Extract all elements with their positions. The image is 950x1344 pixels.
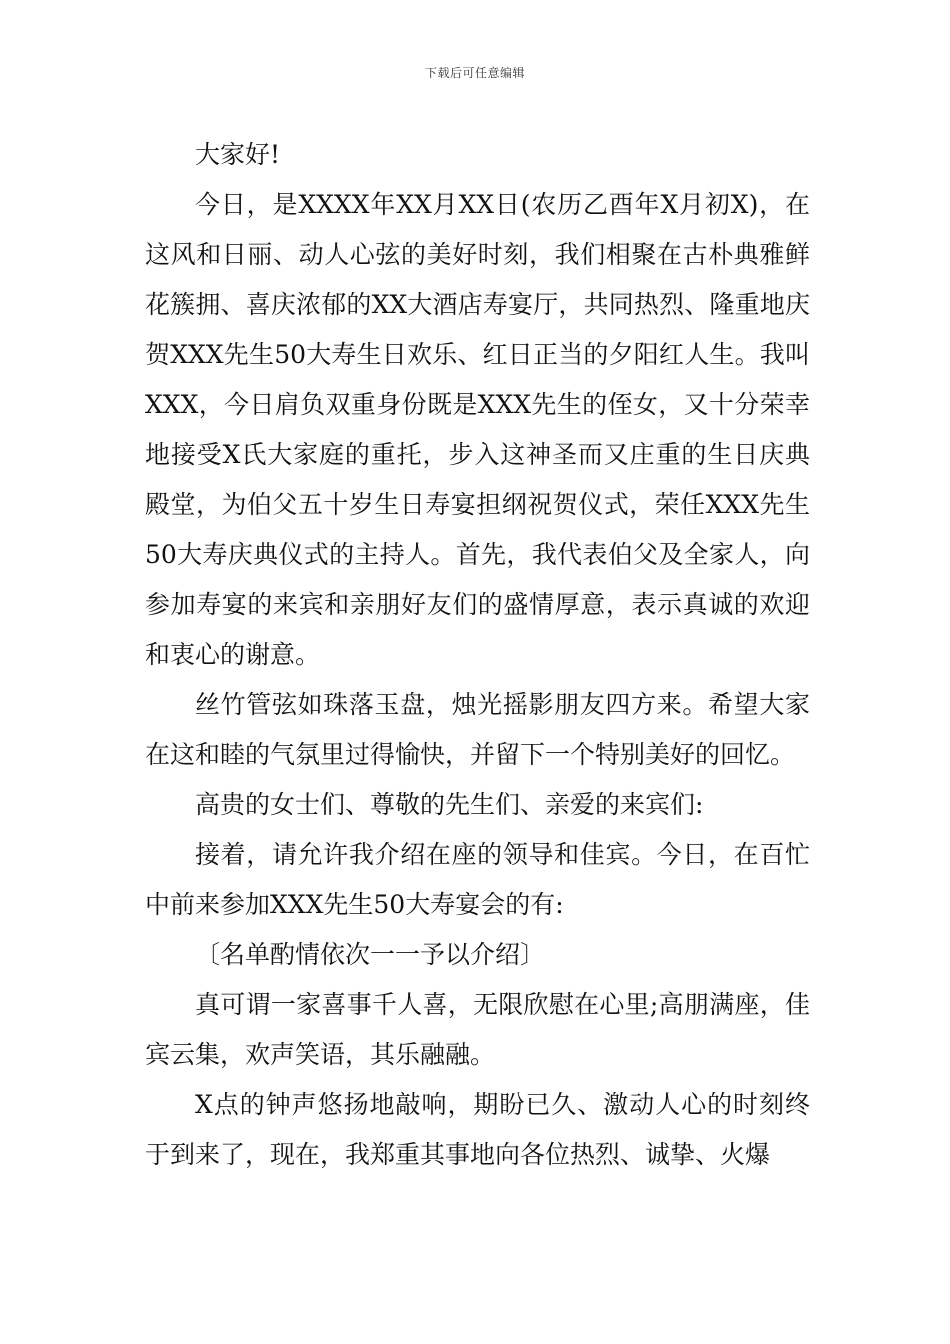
wish-paragraph: 丝竹管弦如珠落玉盘，烛光摇影朋友四方来。希望大家在这和睦的气氛里过得愉快，并留下一个特别美好的回忆。 xyxy=(145,690,810,769)
introduction-paragraph: 接着，请允许我介绍在座的领导和佳宾。今日，在百忙中前来参加XXX先生50大寿宴会的有: xyxy=(145,840,810,919)
opening-paragraph: 今日，是XXXX年XX月XX日(农历乙酉年X月初X)，在这风和日丽、动人心弦的美好时刻，我们相聚在古朴典雅鲜花簇拥、喜庆浓郁的XX大酒店寿宴厅，共同热烈、隆重地庆贺XXX先生50大寿生日欢乐、红日正当的夕阳红人生。我叫XXX，今日肩负双重身份既是XXX先生的侄女，又十分荣幸地接受X氏大家庭的重托，步入这神圣而又庄重的生日庆典殿堂，为伯父五十岁生日寿宴担纲祝贺仪式，荣任XXX先生50大寿庆典仪式的主持人。首先，我代表伯父及全家人，向参加寿宴的来宾和亲朋好友们的盛情厚意，表示真诚的欢迎和衷心的谢意。 xyxy=(145,190,810,669)
clock-paragraph: X点的钟声悠扬地敲响，期盼已久、激动人心的时刻终于到来了，现在，我郑重其事地向各位热烈、诚挚、火爆 xyxy=(145,1090,810,1169)
joy-paragraph: 真可谓一家喜事千人喜，无限欣慰在心里;高朋满座，佳宾云集，欢声笑语，其乐融融。 xyxy=(145,990,810,1069)
address-paragraph: 高贵的女士们、尊敬的先生们、亲爱的来宾们: xyxy=(195,790,704,819)
document-body xyxy=(145,130,810,1180)
page-header: 下载后可任意编辑 xyxy=(424,66,525,80)
name-list-note: 〔名单酌情依次一一予以介绍〕 xyxy=(195,940,546,969)
greeting-paragraph: 大家好! xyxy=(195,140,281,169)
